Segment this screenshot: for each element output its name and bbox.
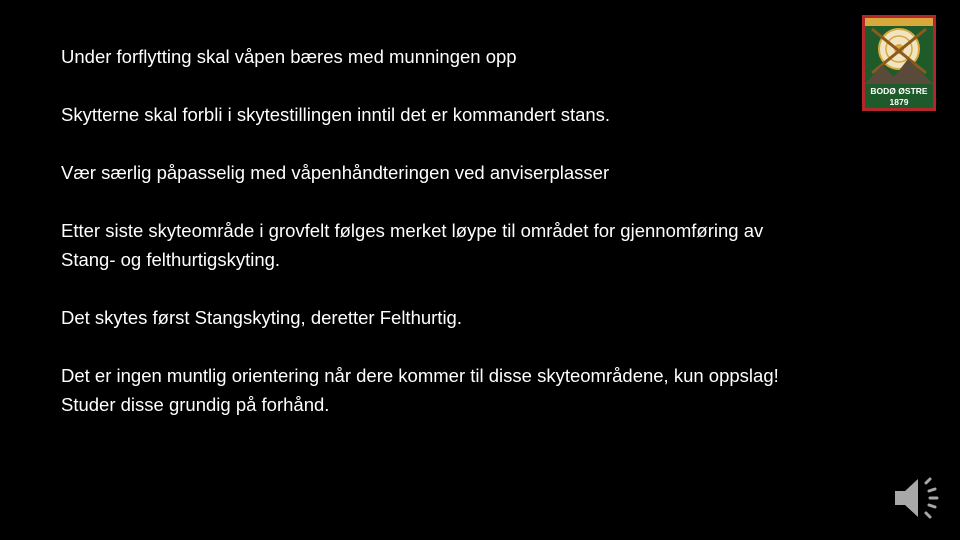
paragraph-3-line-1: Vær særlig påpasselig med våpenhåndteringen ved anviserplasser (61, 162, 610, 183)
paragraph-4-line-2: Stang- og felthurtigskyting. (61, 249, 281, 270)
speaker-icon[interactable] (892, 474, 942, 522)
paragraph-2 (61, 100, 941, 129)
paragraph-6-line-2: Studer disse grundig på forhånd. (61, 394, 330, 415)
paragraph-5-line-1: Det skytes først Stangskyting, deretter Felthurtig. (61, 307, 462, 328)
paragraph-3 (61, 158, 941, 187)
club-crest-year: 1879 (889, 97, 909, 107)
club-crest-icon (862, 15, 936, 111)
paragraph-2-line-1: Skytterne skal forbli i skytestillingen inntil det er kommandert stans. (61, 104, 611, 125)
paragraph-5 (61, 303, 941, 332)
paragraph-6 (61, 361, 941, 419)
club-crest-name: BODØ ØSTRE (870, 86, 928, 96)
paragraph-4 (61, 216, 941, 274)
paragraph-4-line-1: Etter siste skyteområde i grovfelt følges merket løype til området for gjennomføring av (61, 220, 764, 241)
slide-body (61, 42, 941, 448)
paragraph-1 (61, 42, 941, 71)
paragraph-6-line-1: Det er ingen muntlig orientering når dere kommer til disse skyteområdene, kun oppslag! (61, 365, 779, 386)
paragraph-1-line-1: Under forflytting skal våpen bæres med munningen opp (61, 46, 517, 67)
